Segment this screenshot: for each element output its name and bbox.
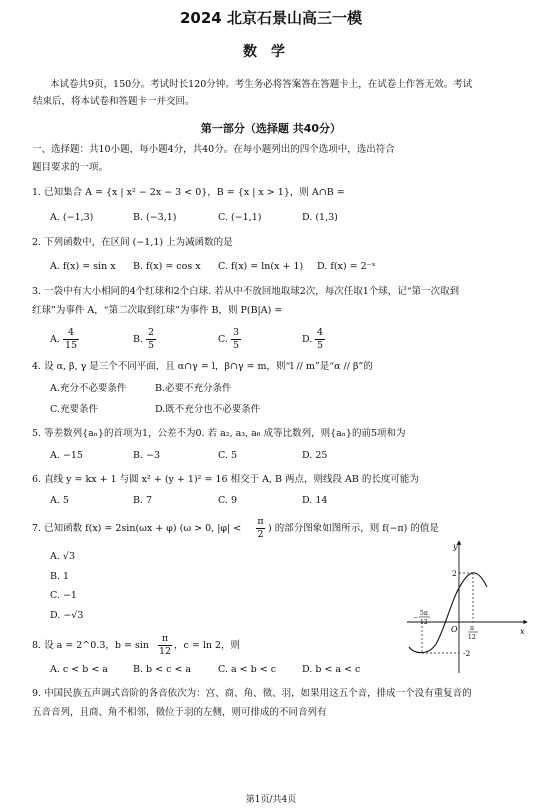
q2-option-b: B. f(x) = cos x bbox=[133, 261, 201, 272]
subject-title: 数学 bbox=[243, 44, 299, 60]
q2-option-c: C. f(x) = ln(x + 1) bbox=[218, 261, 304, 272]
q9-stem-line-1: 9. 中国民族五声调式音阶的各音依次为：宫、商、角、徵、羽，如果用这五个音，排成一个没有重复音的 bbox=[32, 688, 472, 699]
q3-option-c-denominator: 5 bbox=[232, 340, 240, 351]
q3-option-a-numerator: 4 bbox=[63, 327, 79, 340]
q4-option-d: D.既不充分也不必要条件 bbox=[155, 404, 261, 415]
q4-stem: 4. 设 α, β, γ 是三个不同平面，且 α∩γ = l，β∩γ = m，则“l // m”是“α // β”的 bbox=[32, 361, 373, 372]
q3-stem-line-2: 红球”为事件 A，“第二次取到红球”为事件 B，则 P(B|A) = bbox=[32, 305, 283, 316]
q2-stem: 2. 下列函数中，在区间 (−1,1) 上为减函数的是 bbox=[32, 237, 233, 248]
q1-option-b: B. (−3,1) bbox=[133, 212, 177, 223]
q6-option-a: A. 5 bbox=[50, 495, 69, 506]
x-right-denominator: 12 bbox=[468, 634, 476, 641]
q3-option-c-numerator: 3 bbox=[232, 327, 240, 338]
q3-stem-line-1: 3. 一袋中有大小相同的4个红球和2个白球. 若从中不放回地取球2次，每次任取1个球，记“第一次取到 bbox=[32, 286, 460, 297]
q5-option-a: A. −15 bbox=[50, 450, 83, 461]
q5-option-b: B. −3 bbox=[133, 450, 161, 461]
q4-option-a: A.充分不必要条件 bbox=[50, 383, 127, 394]
q7-fraction-denominator: 2 bbox=[257, 529, 264, 540]
q7-stem-part-a: 7. 已知函数 f(x) = 2sin(ωx + φ) (ω > 0, |φ| < bbox=[32, 523, 242, 534]
q4-option-b: B.必要不充分条件 bbox=[155, 383, 232, 394]
q1-option-c: C. (−1,1) bbox=[218, 212, 262, 223]
origin-label: O bbox=[451, 625, 458, 634]
q1-option-a: A. (−1,3) bbox=[50, 212, 94, 223]
part1-heading: 第一部分（选择题 共40分） bbox=[200, 122, 342, 135]
q9-stem-line-2: 五音音列，且商、角不相邻，徵位于羽的左侧，则可排成的不同音列有 bbox=[32, 707, 327, 718]
q5-option-c: C. 5 bbox=[218, 450, 238, 461]
q7-option-b: B. 1 bbox=[50, 571, 70, 582]
q2-option-a: A. f(x) = sin x bbox=[50, 261, 116, 272]
q6-option-c: C. 9 bbox=[218, 495, 238, 506]
q5-option-d: D. 25 bbox=[302, 450, 328, 461]
q7-option-c: C. −1 bbox=[50, 590, 77, 601]
q7-fraction-numerator: π bbox=[257, 516, 264, 527]
q4-option-c: C.充要条件 bbox=[50, 404, 98, 415]
q8-fraction-numerator: π bbox=[158, 633, 172, 646]
q6-stem: 6. 直线 y = kx + 1 与圆 x² + (y + 1)² = 16 相交于 A, B 两点，则线段 AB 的长度可能为 bbox=[32, 474, 419, 485]
q7-stem-part-b: ) 的部分图象如图所示，则 f(−π) 的值是 bbox=[268, 523, 439, 534]
x-axis-label: x bbox=[520, 627, 525, 636]
x-left-sign: − bbox=[413, 614, 419, 621]
q8-option-b: B. b < c < a bbox=[133, 664, 192, 675]
y-min-label: -2 bbox=[463, 649, 471, 658]
page-footer: 第1页/共4页 bbox=[245, 795, 297, 805]
q3-option-b-denominator: 5 bbox=[147, 340, 155, 351]
q8-option-d: D. b < a < c bbox=[302, 664, 361, 675]
q8-fraction-denominator: 12 bbox=[158, 646, 172, 657]
q2-option-d: D. f(x) = 2⁻ˣ bbox=[317, 261, 376, 272]
q7-function-graph bbox=[407, 537, 533, 674]
section-intro-line-2: 题目要求的一项。 bbox=[32, 162, 109, 173]
q1-stem: 1. 已知集合 A = {x | x² − 2x − 3 < 0}，B = {x | x > 1}，则 A∩B = bbox=[32, 187, 345, 198]
q6-option-d: D. 14 bbox=[302, 495, 328, 506]
q3-option-d-denominator: 5 bbox=[316, 340, 324, 351]
q3-option-d-numerator: 4 bbox=[316, 327, 324, 338]
instructions-line-2: 结束后，将本试卷和答题卡一并交回。 bbox=[33, 96, 195, 107]
q3-option-a-label: A. bbox=[50, 334, 60, 345]
q3-option-c-label: C. bbox=[218, 334, 228, 345]
q6-option-b: B. 7 bbox=[133, 495, 153, 506]
instructions-line-1: 本试卷共9页，150分。考试时长120分钟。考生务必将答案答在答题卡上，在试卷上作答无效。考试 bbox=[50, 79, 473, 90]
q3-option-b-numerator: 2 bbox=[147, 327, 155, 338]
exam-title: 2024 北京石景山高三一模 bbox=[180, 9, 362, 27]
y-max-label: 2 bbox=[452, 569, 457, 578]
q3-option-b-label: B. bbox=[133, 334, 144, 345]
x-right-numerator: π bbox=[470, 625, 474, 632]
q5-stem: 5. 等差数列{aₙ}的首项为1，公差不为0. 若 a₂, a₃, a₆ 成等比数列，则{aₙ}的前5项和为 bbox=[32, 428, 406, 439]
q8-stem-part-b: ，c = ln 2，则 bbox=[174, 640, 241, 651]
section-intro-line-1: 一、选择题：共10小题，每小题4分，共40分。在每小题列出的四个选项中，选出符合 bbox=[32, 144, 395, 155]
q8-option-c: C. a < b < c bbox=[218, 664, 277, 675]
q8-option-a: A. c < b < a bbox=[50, 664, 108, 675]
q7-option-d: D. −√3 bbox=[50, 610, 84, 621]
q1-option-d: D. (1,3) bbox=[302, 212, 338, 223]
q8-stem-part-a: 8. 设 a = 2^0.3，b = sin bbox=[32, 640, 149, 651]
y-axis-label: y bbox=[453, 542, 458, 551]
q3-option-a-denominator: 15 bbox=[64, 340, 78, 351]
x-left-numerator: 5π bbox=[420, 610, 428, 617]
q7-option-a: A. √3 bbox=[50, 551, 75, 562]
x-left-denominator: 12 bbox=[420, 619, 428, 626]
q3-option-d-label: D. bbox=[302, 334, 313, 345]
